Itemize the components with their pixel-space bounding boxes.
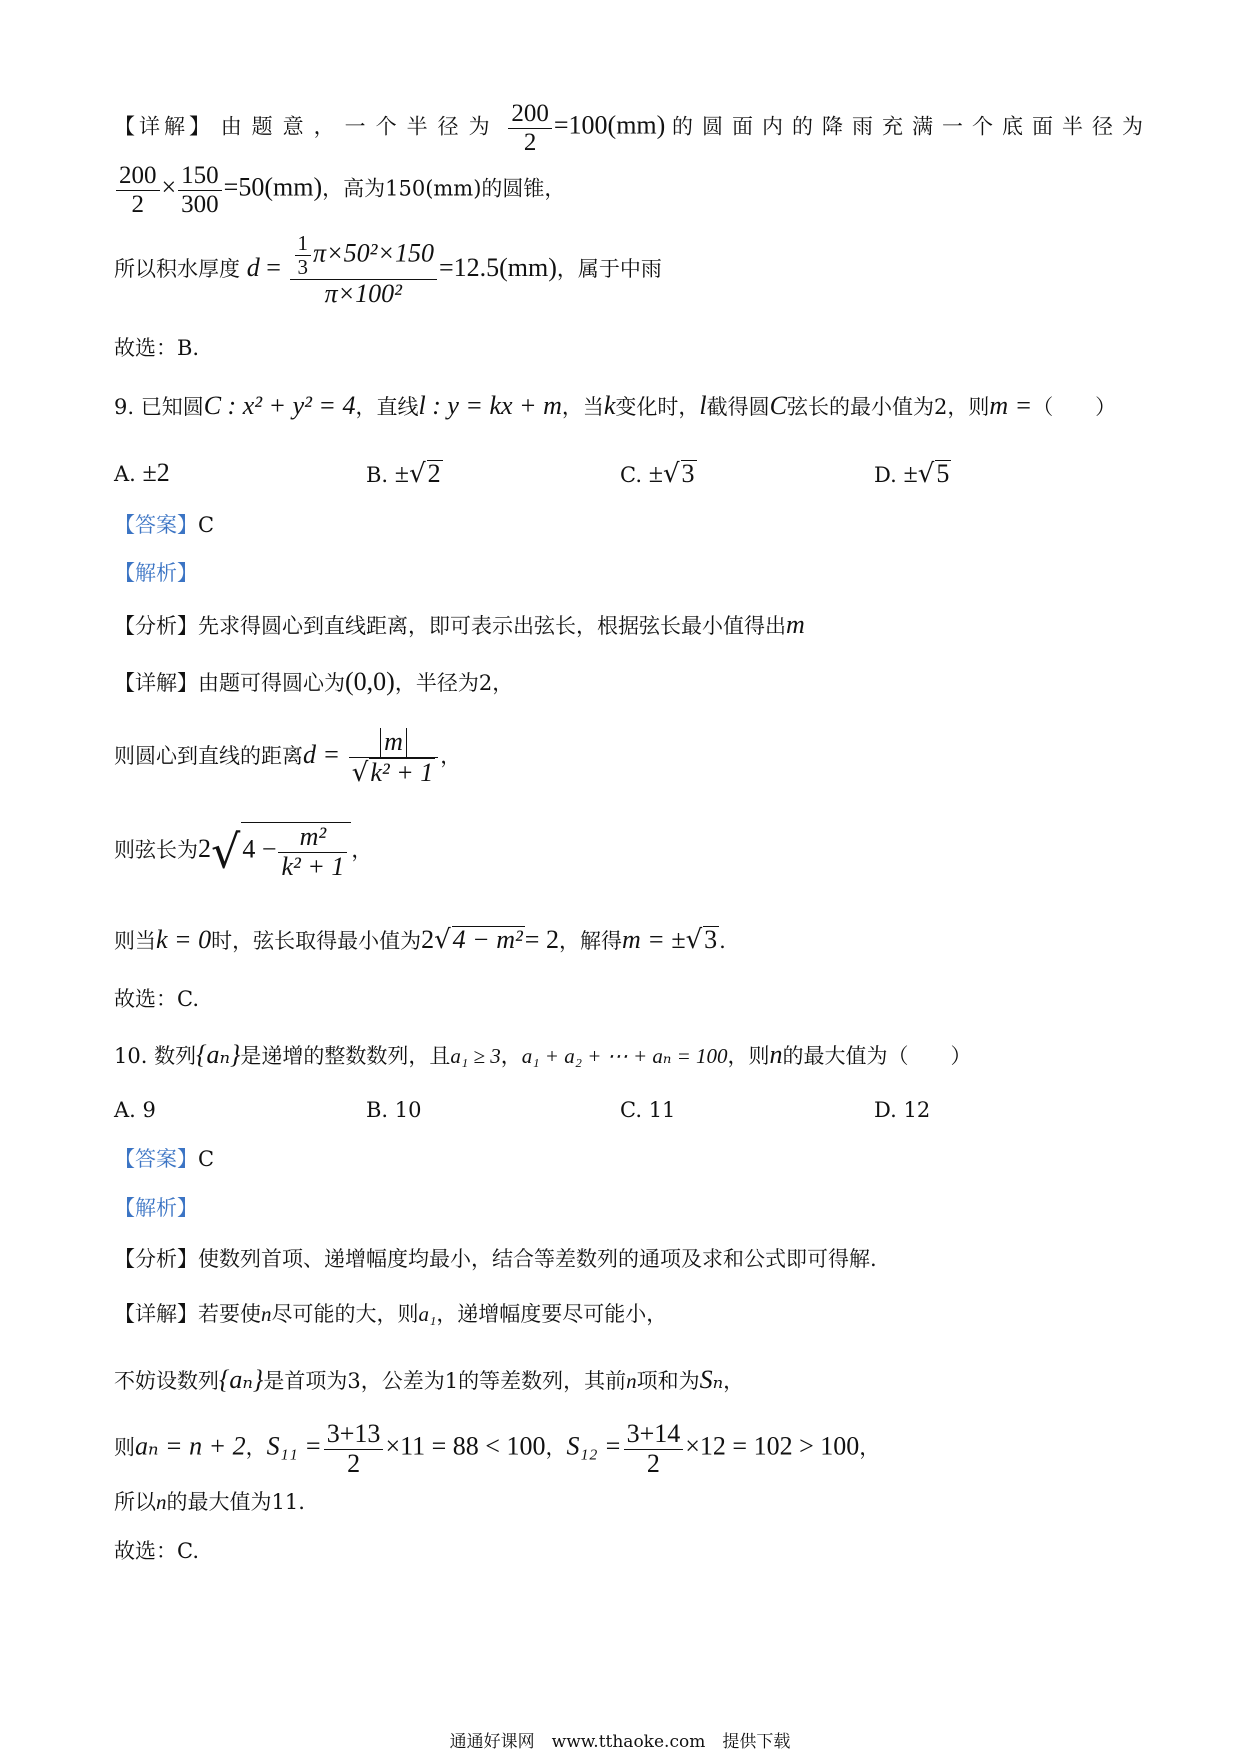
q9-option-a-label: A. — [114, 462, 136, 486]
detail-tag: 【详解】 — [114, 114, 214, 139]
q9-d4k: k = 0 — [156, 925, 212, 954]
q9-d2var: d = — [303, 740, 341, 770]
q10-d2d: ， — [723, 1369, 745, 1393]
q10-fenxi-text: 使数列首项、递增幅度均最小，结合等差数列的通项及求和公式即可得解. — [198, 1247, 877, 1271]
q10-d1a1: a₁ — [418, 1302, 437, 1326]
q10-d4n: n — [156, 1490, 167, 1514]
q9-dist-num-m: m — [380, 728, 407, 757]
q10-option-d-value: 12 — [903, 1098, 931, 1122]
q9-option-c-rad: 3 — [681, 459, 695, 488]
q9-d4m: m = ± — [621, 925, 686, 954]
q10-option-a-label: A. — [114, 1098, 136, 1122]
q10-stem-b: 是递增的整数数列，且 — [240, 1044, 451, 1068]
q9-stem-c: ，当 — [561, 395, 604, 419]
q10-stem-a: 10. 数列 — [114, 1044, 197, 1068]
q10-d2seq: {aₙ} — [219, 1365, 264, 1394]
q10-d2b: 是首项为3，公差为1的等差数列，其前 — [263, 1369, 627, 1393]
q10-frac-s11 — [324, 1420, 384, 1478]
p8-line3: 所以积水厚度 d = $\frac{1}{3}$ π×50²×150 π×100² =12.5(mm)，属于中雨 — [114, 231, 662, 309]
q9-stem-e: 截得圆 — [706, 395, 770, 419]
q10-d3r1: ×11 = 88 < 100 — [385, 1431, 546, 1461]
q9-option-a — [114, 460, 170, 486]
p8-frac3 — [178, 162, 222, 218]
q9-d4a: 则当 — [114, 929, 156, 953]
q9-d3two: 2 — [198, 834, 211, 864]
p8-eq1: =100(mm) — [553, 110, 666, 140]
q9-analysis — [114, 563, 198, 584]
p8-text3: ，高为150(mm)的圆锥， — [322, 176, 566, 201]
q10-option-d-label: D. — [874, 1098, 897, 1122]
q10-n: n — [769, 1040, 783, 1069]
q10-detail-1 — [114, 1304, 667, 1325]
q10-detail-3 — [114, 1420, 880, 1478]
p8-line1 — [114, 100, 1152, 156]
p8-choice: 故选：B. — [114, 336, 200, 360]
p8-vol-den: π×100² — [324, 279, 402, 309]
q9-option-d-rad: 5 — [936, 459, 950, 488]
q10-option-d — [874, 1100, 930, 1121]
p8-frac3-num: 150 — [178, 162, 222, 191]
q10-fenxi — [114, 1249, 877, 1270]
p8-text1: 由题意，一个半径为 — [220, 114, 500, 139]
q9-detail-2 — [114, 728, 461, 787]
p8-eq2: =50(mm) — [223, 172, 323, 202]
q10-d2n: n — [626, 1369, 637, 1393]
q10-d1n: n — [261, 1302, 272, 1326]
q10-answer — [114, 1149, 214, 1170]
var-d: d — [246, 252, 260, 282]
q9-d4r: 3 — [704, 925, 718, 954]
q9-detail-4: 则当k = 0时，弦长取得最小值为2√4 − m²= 2，解得m = ±√3. — [114, 925, 726, 955]
q10-answer-tag: 【答案】 — [114, 1147, 198, 1171]
q10-d3a: 则 — [114, 1435, 135, 1460]
q10-detail-4 — [114, 1492, 305, 1513]
q9-chord-frac — [278, 823, 347, 881]
p8-frac1 — [508, 100, 552, 156]
q9-C: C — [769, 391, 787, 420]
q10-d3s12: S₁₂ = — [566, 1431, 622, 1461]
q10-option-b — [366, 1100, 422, 1121]
q10-option-b-value: 10 — [394, 1098, 422, 1122]
p8-vol-frac — [290, 232, 437, 309]
q9-d3four: 4 − — [242, 834, 277, 864]
q10-stem-d: 的最大值为（ ） — [782, 1044, 972, 1068]
q10-answer-value: C — [198, 1147, 215, 1171]
q9-d3c: ， — [351, 838, 373, 863]
q10-option-a — [114, 1100, 156, 1121]
p8-text4: 所以积水厚度 — [114, 256, 240, 281]
p8-line2: $\frac{200}{2}$ × $\frac{150}{300}$ =50(mm)，高为150(mm)的圆锥， — [114, 162, 565, 218]
q10-stem-c: ，则 — [727, 1044, 770, 1068]
q10-d3s11: S₁₁ = — [266, 1431, 322, 1461]
q10-detail-tag: 【详解】 — [114, 1302, 198, 1326]
q9-m-eq: m = — [989, 391, 1033, 420]
q9-d1a: 由题可得圆心为 — [198, 671, 345, 695]
q9-dist-den-rad: k² + 1 — [370, 757, 434, 787]
q10-option-c — [620, 1100, 675, 1121]
q10-d1b: 尽可能的大，则 — [271, 1302, 419, 1326]
q9-stem — [114, 393, 1116, 419]
p8-text5: ，属于中雨 — [556, 256, 662, 281]
q10-sep: ， — [500, 1044, 522, 1068]
q9-d4expr: 4 − m² — [452, 925, 523, 954]
q9-option-d-sign: ± — [903, 459, 918, 488]
q9-dist-num — [349, 728, 438, 758]
q9-option-a-value: ±2 — [142, 458, 170, 487]
q9-answer-value: C — [198, 513, 215, 537]
q9-circle-eq: C : x² + y² = 4 — [203, 391, 356, 420]
p8-frac3-den: 300 — [181, 190, 219, 218]
q9-fenxi-tag: 【分析】 — [114, 614, 198, 638]
q9-d1b: (0,0) — [345, 667, 395, 696]
q10-analysis — [114, 1198, 198, 1219]
p8-third — [295, 232, 312, 279]
q9-option-b-label: B. — [366, 463, 389, 487]
q9-d3a: 则弦长为 — [114, 838, 198, 863]
q9-option-c-label: C. — [620, 463, 642, 487]
q9-dist-frac — [349, 728, 438, 787]
q10-option-c-label: C. — [620, 1098, 642, 1122]
p8-vol-num: π×50²×150 — [313, 238, 434, 268]
q9-option-b: B. ±√2 — [366, 459, 441, 489]
q10-option-a-value: 9 — [142, 1098, 156, 1122]
q9-stem-b: ，直线 — [355, 395, 419, 419]
q9-d1c: ，半径为2， — [394, 671, 514, 695]
p8-frac1-den: 2 — [523, 128, 537, 156]
q10-detail-2 — [114, 1367, 744, 1393]
q9-line-eq: l : y = kx + m — [418, 391, 562, 420]
q9-chord-rad — [241, 822, 351, 881]
q10-d4b: 的最大值为11. — [166, 1490, 305, 1514]
p8-frac2-den: 2 — [131, 190, 144, 218]
q10-frac-s12-den: 2 — [646, 1448, 660, 1478]
q10-d1a: 若要使 — [198, 1302, 261, 1326]
q10-d3an: aₙ = n + 2 — [135, 1431, 246, 1461]
q10-d3end: ， — [859, 1435, 881, 1460]
q10-option-b-label: B. — [366, 1098, 389, 1122]
q9-stem-f: 弦长的最小值为2，则 — [786, 395, 990, 419]
q9-d2a: 则圆心到直线的距离 — [114, 744, 303, 769]
q9-chord-den: k² + 1 — [281, 851, 345, 881]
q10-option-c-value: 11 — [648, 1098, 676, 1122]
q10-frac-s12-num: 3+14 — [624, 1420, 684, 1450]
q9-fenxi-text: 先求得圆心到直线距离，即可表示出弦长，根据弦长最小值得出 — [198, 614, 786, 638]
q9-detail-tag: 【详解】 — [114, 671, 198, 695]
q10-d3r2: ×12 = 102 > 100 — [685, 1431, 860, 1461]
p8-frac2-num: 200 — [116, 162, 160, 191]
q10-analysis-tag: 【解析】 — [114, 1196, 198, 1220]
q10-d2a: 不妨设数列 — [114, 1369, 219, 1393]
q9-detail-3: 则弦长为2√4 − $\frac{\text{m²}}{\text{k² + 1}}$ ， — [114, 822, 373, 881]
q9-stem-g: （ ） — [1032, 395, 1117, 419]
q9-stem-d: 变化时， — [615, 395, 700, 419]
q9-fenxi — [114, 612, 805, 638]
q9-option-d: D. ±√5 — [874, 459, 950, 489]
q9-option-d-label: D. — [874, 463, 897, 487]
p8-frac2 — [116, 162, 160, 218]
q9-option-c-sign: ± — [648, 459, 663, 488]
q9-answer — [114, 515, 214, 536]
p8-third-num: 1 — [295, 232, 312, 256]
p8-vol-num-wrap — [290, 232, 437, 280]
q10-cond1: a₁ ≥ 3 — [450, 1044, 501, 1068]
q9-k: k — [603, 391, 616, 420]
q9-option-b-rad: 2 — [427, 459, 441, 488]
q9-option-c: C. ±√3 — [620, 459, 695, 489]
q10-stem — [114, 1042, 972, 1068]
q10-frac-s12 — [624, 1420, 684, 1478]
q10-choice: 故选：C. — [114, 1539, 199, 1563]
q9-d4c: ，解得 — [558, 929, 622, 953]
q9-chord-num: m² — [278, 823, 347, 853]
q10-fenxi-tag: 【分析】 — [114, 1247, 198, 1271]
q10-frac-s11-num: 3+13 — [324, 1420, 384, 1450]
q10-d4a: 所以 — [114, 1490, 156, 1514]
q9-analysis-tag: 【解析】 — [114, 561, 198, 585]
p8-frac1-num: 200 — [508, 100, 552, 129]
q9-stem-a: 9. 已知圆 — [114, 395, 204, 419]
q10-d2s: Sₙ — [699, 1365, 724, 1394]
q10-d1c: ，递增幅度要尽可能小， — [436, 1302, 668, 1326]
q9-detail-1 — [114, 669, 513, 695]
q10-d2c: 项和为 — [636, 1369, 700, 1393]
q10-seq: {aₙ} — [196, 1040, 241, 1069]
q9-option-b-sign: ± — [394, 459, 410, 488]
q9-dist-den: √k² + 1 — [351, 757, 434, 788]
p8-eq3: =12.5(mm) — [438, 252, 557, 282]
q9-d4eq: = 2 — [524, 925, 559, 954]
q10-frac-s11-den: 2 — [347, 1448, 361, 1478]
p8-third-den: 3 — [297, 255, 309, 280]
q9-answer-tag: 【答案】 — [114, 513, 198, 537]
page-footer: 通通好课网 www.tthaoke.com 提供下载 — [449, 1732, 791, 1752]
q9-d4b: 时，弦长取得最小值为 — [211, 929, 422, 953]
q10-d3sep2: ， — [545, 1435, 567, 1460]
q9-d2c: ， — [440, 744, 462, 769]
q9-d4end: . — [719, 929, 726, 953]
q10-cond2: a₁ + a₂ + ⋯ + aₙ = 100 — [521, 1044, 728, 1068]
q9-l: l — [699, 391, 707, 420]
q9-choice: 故选：C. — [114, 987, 199, 1011]
q10-d3sep: ， — [245, 1435, 267, 1460]
p8-text2: 的圆面内的降雨充满一个底面半径为 — [672, 114, 1152, 139]
q9-fenxi-m: m — [786, 610, 805, 639]
